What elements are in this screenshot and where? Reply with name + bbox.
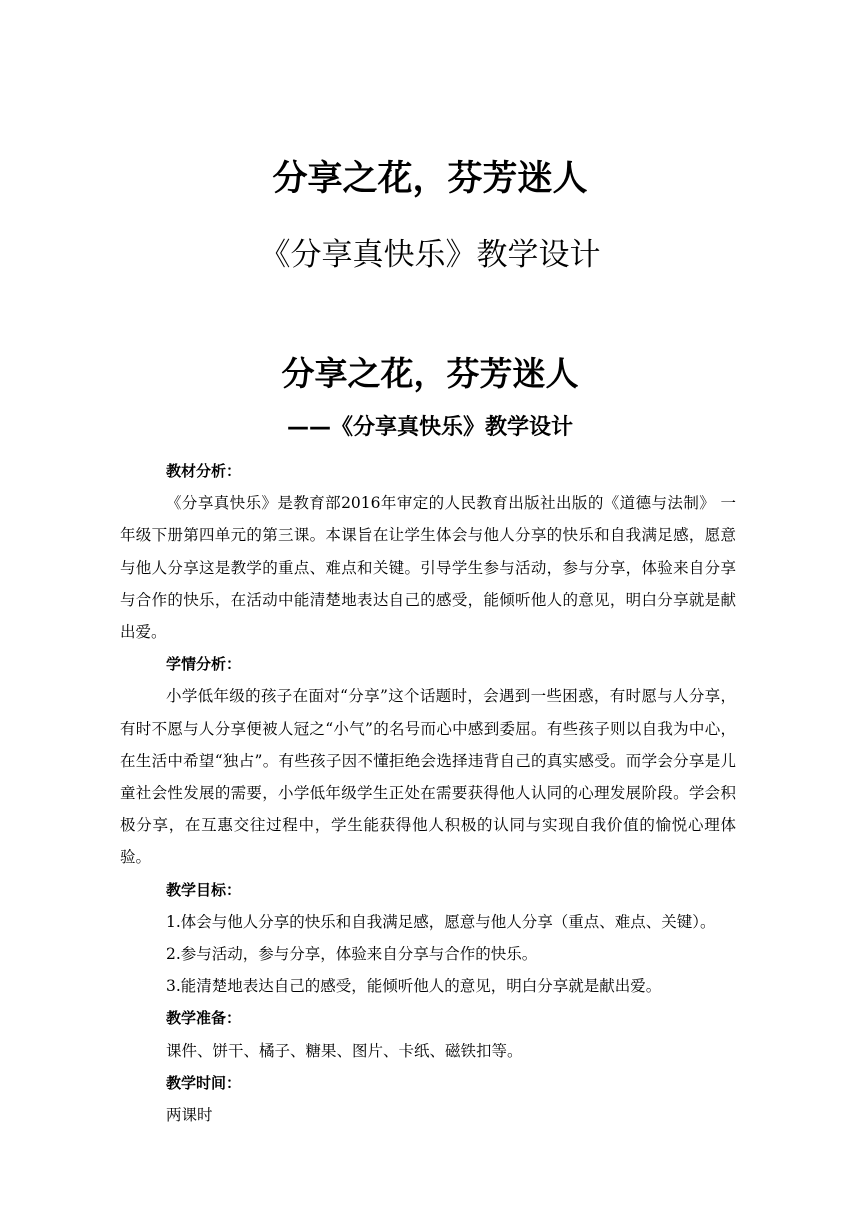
section-heading-preparation: 教学准备： bbox=[166, 1009, 242, 1028]
document-title: 分享之花，芬芳迷人 bbox=[281, 354, 579, 393]
cover-title: 分享之花，芬芳迷人 bbox=[272, 159, 588, 199]
section-heading-material: 教材分析： bbox=[166, 462, 242, 480]
document-body bbox=[120, 455, 736, 1131]
preparation-text: 课件、饼干、橘子、糖果、图片、卡纸、磁铁扣等。 bbox=[166, 1041, 523, 1060]
goal-item: 3.能清楚地表达自己的感受，能倾听他人的意见，明白分享就是献出爱。 bbox=[166, 977, 662, 996]
document-subtitle: ——《分享真快乐》教学设计 bbox=[286, 415, 573, 440]
cover-subtitle: 《分享真快乐》教学设计 bbox=[259, 237, 601, 273]
section-heading-students: 学情分析： bbox=[166, 655, 242, 674]
section-heading-goals: 教学目标： bbox=[166, 880, 242, 899]
time-text: 两课时 bbox=[166, 1106, 213, 1125]
material-analysis-paragraph: 《分享真快乐》是教育部2016年审定的人民教育出版社出版的《道德与法制》 一年级下册第四单元的第三课。本课旨在让学生体会与他人分享的快乐和自我满足感，愿意与他人分享这是教学的重点、难点和关键。引导学生参与活动，参与分享，体验来自分享与合作的快乐，在活动中能清楚地表达自己的感受，能倾听他人的意见，明白分享就是献出爱。 bbox=[120, 494, 736, 642]
section-heading-time: 教学时间： bbox=[166, 1073, 242, 1092]
student-analysis-paragraph: 小学低年级的孩子在面对“分享”这个话题时，会遇到一些困惑，有时愿与人分享，有时不愿与人分享便被人冠之“小气”的名号而心中感到委屈。有些孩子则以自我为中心，在生活中希望“独占”。有些孩子因不懂拒绝会选择违背自己的真实感受。而学会分享是儿童社会性发展的需要，小学低年级学生正处在需要获得他人认同的心理发展阶段。学会积极分享，在互惠交往过程中，学生能获得他人积极的认同与实现自我价值的愉悦心理体验。 bbox=[120, 687, 736, 867]
goal-item: 1.体会与他人分享的快乐和自我满足感，愿意与他人分享（重点、难点、关键）。 bbox=[166, 912, 716, 931]
goal-item: 2.参与活动，参与分享，体验来自分享与合作的快乐。 bbox=[166, 945, 538, 964]
